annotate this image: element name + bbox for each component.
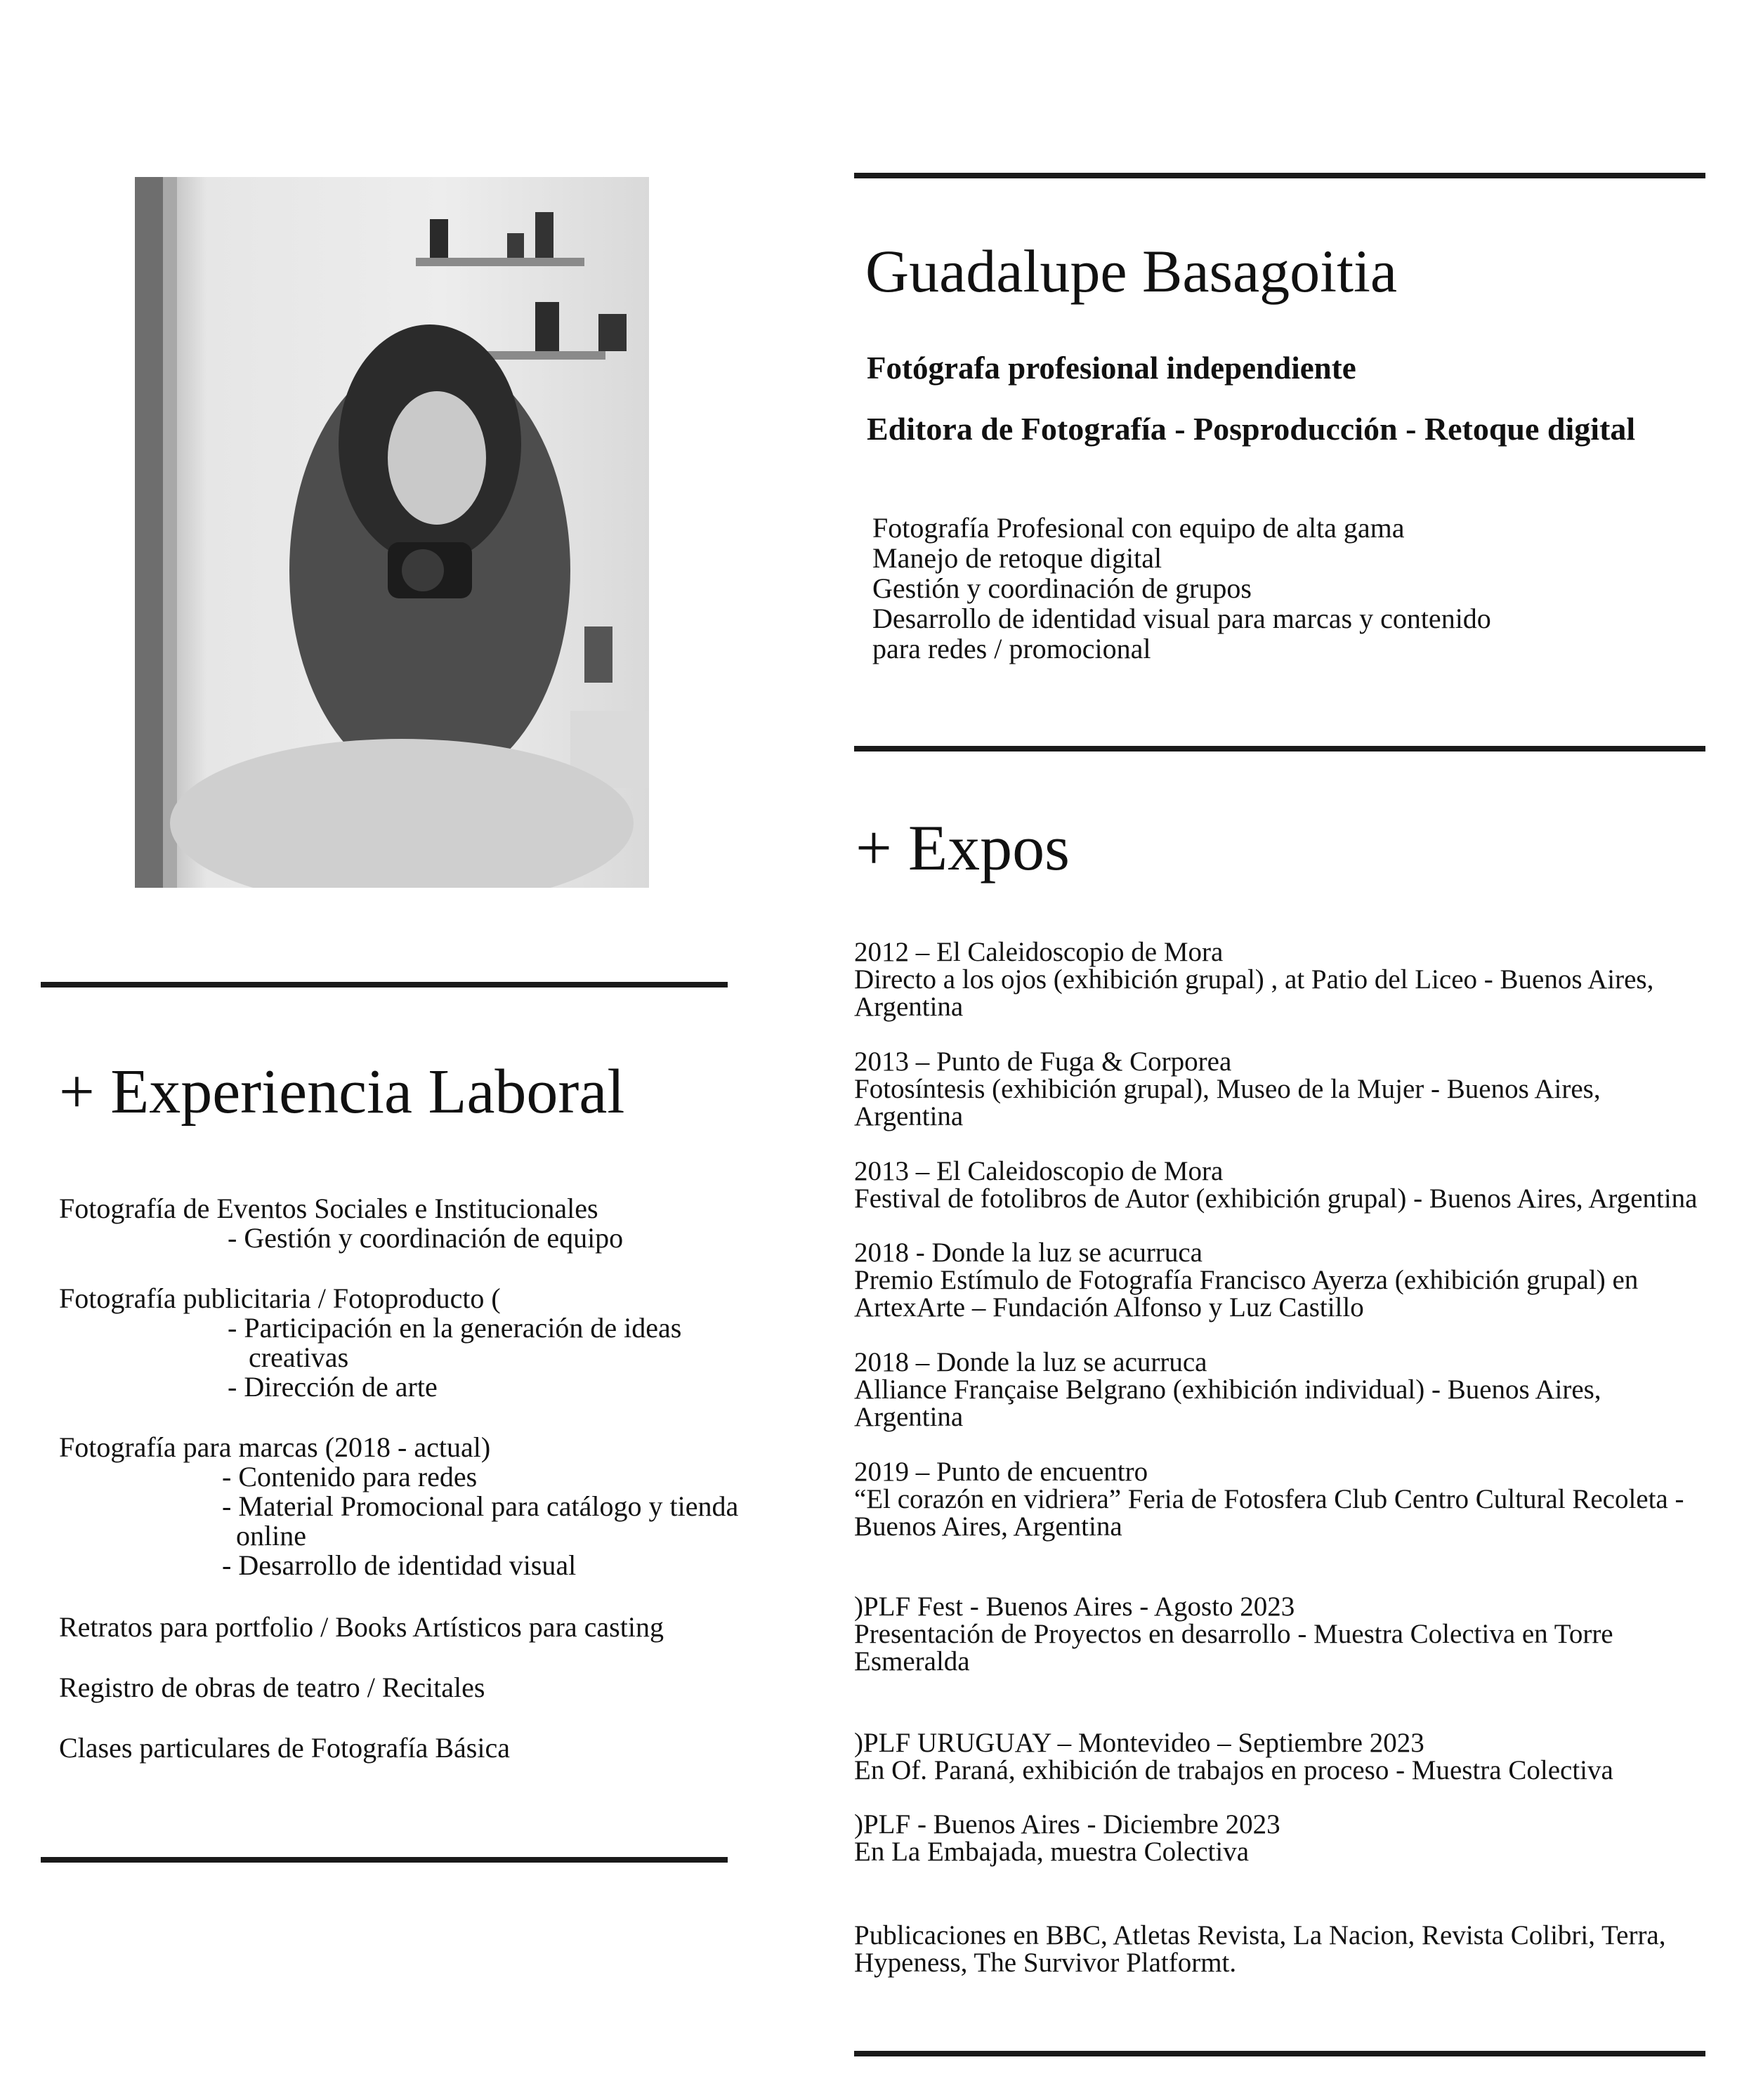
job-detail: - Material Promocional para catálogo y tienda bbox=[222, 1490, 739, 1522]
expo-line: Buenos Aires, Argentina bbox=[854, 1511, 1122, 1542]
skills-list bbox=[872, 513, 1491, 664]
experience-top-rule bbox=[41, 982, 728, 987]
publications bbox=[854, 1922, 1666, 1976]
job-title: Fotografía para marcas (2018 - actual) bbox=[59, 1431, 491, 1463]
expo-line: “El corazón en vidriera” Feria de Fotosfera Club Centro Cultural Recoleta - bbox=[854, 1484, 1684, 1514]
expo-line: Festival de fotolibros de Autor (exhibición grupal) - Buenos Aires, Argentina bbox=[854, 1183, 1698, 1214]
expo-entry bbox=[854, 1458, 1684, 1540]
expo-line: 2019 – Punto de encuentro bbox=[854, 1457, 1148, 1487]
job-detail: - Contenido para redes bbox=[222, 1461, 478, 1492]
job-title: Fotografía de Eventos Sociales e Institucionales bbox=[59, 1193, 598, 1224]
expo-entry bbox=[854, 1593, 1613, 1675]
expo-line: Premio Estímulo de Fotografía Francisco Ayerza (exhibición grupal) en bbox=[854, 1265, 1639, 1295]
job-entry bbox=[59, 1733, 510, 1763]
job-detail: - Desarrollo de identidad visual bbox=[222, 1549, 577, 1581]
job-detail: - Dirección de arte bbox=[228, 1371, 438, 1403]
expo-entry bbox=[854, 1239, 1638, 1321]
expo-entry bbox=[854, 1157, 1698, 1212]
expo-entry bbox=[854, 1348, 1601, 1431]
expo-entry bbox=[854, 1048, 1601, 1130]
job-detail: online bbox=[236, 1520, 306, 1551]
person-name: Guadalupe Basagoitia bbox=[865, 237, 1398, 305]
expo-line: Directo a los ojos (exhibición grupal) , at Patio del Liceo - Buenos Aires, bbox=[854, 964, 1654, 995]
experience-heading: + Experiencia Laboral bbox=[59, 1057, 625, 1127]
publications-line: Hypeness, The Survivor Platformt. bbox=[854, 1948, 1237, 1978]
subtitle-editor: Editora de Fotografía - Posproducción - Retoque digital bbox=[867, 411, 1636, 447]
expo-line: En La Embajada, muestra Colectiva bbox=[854, 1837, 1250, 1867]
expo-line: 2018 – Donde la luz se acurruca bbox=[854, 1347, 1207, 1377]
job-entry bbox=[59, 1284, 681, 1402]
expo-entry bbox=[854, 1729, 1613, 1784]
expo-line: 2013 – Punto de Fuga & Corporea bbox=[854, 1046, 1232, 1077]
expos-heading: + Expos bbox=[856, 812, 1070, 884]
expo-line: Presentación de Proyectos en desarrollo - Muestra Colectiva en Torre bbox=[854, 1619, 1613, 1649]
job-entry bbox=[59, 1194, 623, 1253]
expo-line: )PLF URUGUAY – Montevideo – Septiembre 2023 bbox=[854, 1728, 1424, 1758]
expo-line: Argentina bbox=[854, 992, 964, 1022]
job-title: Retratos para portfolio / Books Artísticos para casting bbox=[59, 1611, 664, 1643]
expo-line: ArtexArte – Fundación Alfonso y Luz Castillo bbox=[854, 1292, 1364, 1323]
job-title: Clases particulares de Fotografía Básica bbox=[59, 1732, 510, 1764]
expos-bottom-rule bbox=[854, 2051, 1705, 2056]
job-title: Fotografía publicitaria / Fotoproducto ( bbox=[59, 1282, 501, 1314]
expo-entry bbox=[854, 1811, 1280, 1865]
expo-line: Alliance Française Belgrano (exhibición individual) - Buenos Aires, bbox=[854, 1374, 1601, 1405]
job-entry bbox=[59, 1433, 738, 1580]
job-title: Registro de obras de teatro / Recitales bbox=[59, 1672, 485, 1703]
job-detail: - Participación en la generación de ideas bbox=[228, 1312, 682, 1344]
expo-entry bbox=[854, 938, 1653, 1021]
expo-line: 2018 - Donde la luz se acurruca bbox=[854, 1238, 1203, 1268]
expo-line: En Of. Paraná, exhibición de trabajos en proceso - Muestra Colectiva bbox=[854, 1755, 1613, 1785]
skill-item: Manejo de retoque digital bbox=[872, 542, 1162, 574]
expo-line: 2012 – El Caleidoscopio de Mora bbox=[854, 937, 1224, 967]
skill-item: para redes / promocional bbox=[872, 633, 1151, 664]
expo-line: Esmeralda bbox=[854, 1646, 970, 1676]
expo-line: Fotosíntesis (exhibición grupal), Museo de la Mujer - Buenos Aires, bbox=[854, 1074, 1601, 1104]
expo-line: Argentina bbox=[854, 1101, 964, 1131]
expo-line: Argentina bbox=[854, 1402, 964, 1432]
job-entry bbox=[59, 1673, 485, 1702]
subtitle-photographer: Fotógrafa profesional independiente bbox=[867, 350, 1356, 386]
header-bottom-rule bbox=[854, 746, 1705, 752]
publications-line: Publicaciones en BBC, Atletas Revista, La Nacion, Revista Colibri, Terra, bbox=[854, 1920, 1666, 1950]
skill-item: Gestión y coordinación de grupos bbox=[872, 572, 1252, 604]
job-entry bbox=[59, 1613, 664, 1642]
header-top-rule bbox=[854, 173, 1705, 178]
job-detail: creativas bbox=[249, 1341, 349, 1373]
expo-line: )PLF - Buenos Aires - Diciembre 2023 bbox=[854, 1809, 1280, 1839]
expo-line: )PLF Fest - Buenos Aires - Agosto 2023 bbox=[854, 1592, 1295, 1622]
skill-item: Fotografía Profesional con equipo de alta gama bbox=[872, 512, 1405, 544]
expo-line: 2013 – El Caleidoscopio de Mora bbox=[854, 1156, 1224, 1186]
skill-item: Desarrollo de identidad visual para marcas y contenido bbox=[872, 603, 1491, 634]
job-detail: - Gestión y coordinación de equipo bbox=[228, 1222, 624, 1254]
profile-photo bbox=[135, 177, 649, 888]
experience-bottom-rule bbox=[41, 1857, 728, 1863]
